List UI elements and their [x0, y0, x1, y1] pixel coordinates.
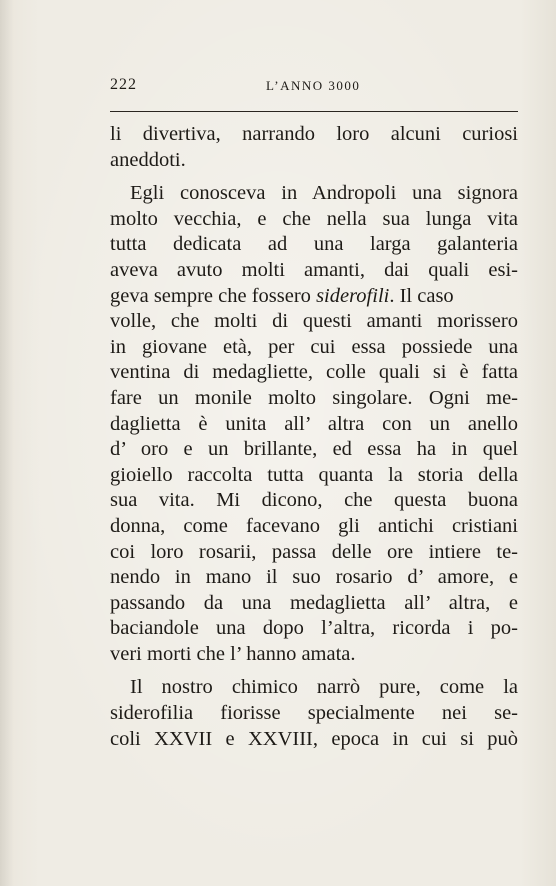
text-line: coi loro rosarii, passa delle ore intiere te-	[110, 540, 518, 563]
text-line: aneddoti.	[110, 148, 186, 171]
text-fragment: . Il caso	[389, 284, 454, 307]
body-text	[110, 122, 518, 752]
text-line: ventina di medagliette, colle quali si è fatta	[110, 361, 518, 384]
text-line: fare un monile molto singolare. Ogni me-	[110, 386, 518, 409]
text-line: passando da una medaglietta all’ altra, e	[110, 591, 518, 614]
text-line: daglietta è unita all’ altra con un anello	[110, 412, 518, 435]
text-line: Il nostro chimico narrò pure, come la	[130, 676, 518, 699]
header-rule	[110, 111, 518, 112]
italic-term: siderofili	[316, 284, 390, 307]
text-line: sua vita. Mi dicono, che questa buona	[110, 489, 518, 512]
text-line: volle, che molti di questi amanti morissero	[110, 310, 518, 333]
text-line	[110, 284, 518, 310]
text-line: nendo in mano il suo rosario d’ amore, e	[110, 566, 518, 589]
text-line: in giovane età, per cui essa possiede una	[110, 335, 518, 358]
text-line: aveva avuto molti amanti, dai quali esi-	[110, 258, 518, 281]
text-line: tutta dedicata ad una larga galanteria	[110, 233, 518, 256]
text-line: coli XXVII e XXVIII, epoca in cui si può	[110, 727, 518, 750]
text-line: li divertiva, narrando loro alcuni curiosi	[110, 123, 518, 145]
text-line: gioiello raccolta tutta quanta la storia della	[110, 463, 518, 486]
page-number: 222	[110, 76, 137, 93]
text-fragment: geva sempre che fossero	[110, 284, 311, 307]
text-line: siderofilia fiorisse specialmente nei se-	[110, 702, 518, 725]
running-title: L’ANNO 3000	[266, 78, 361, 93]
text-line: molto vecchia, e che nella sua lunga vita	[110, 207, 518, 230]
text-line: Egli conosceva in Andropoli una signora	[130, 182, 518, 205]
running-head	[110, 76, 518, 98]
text-line: baciandole una dopo l’altra, ricorda i po-	[110, 617, 518, 640]
text-line: d’ oro e un brillante, ed essa ha in quel	[110, 438, 518, 461]
text-line: veri morti che l’ hanno amata.	[110, 642, 356, 665]
text-line: donna, come facevano gli antichi cristiani	[110, 514, 518, 537]
